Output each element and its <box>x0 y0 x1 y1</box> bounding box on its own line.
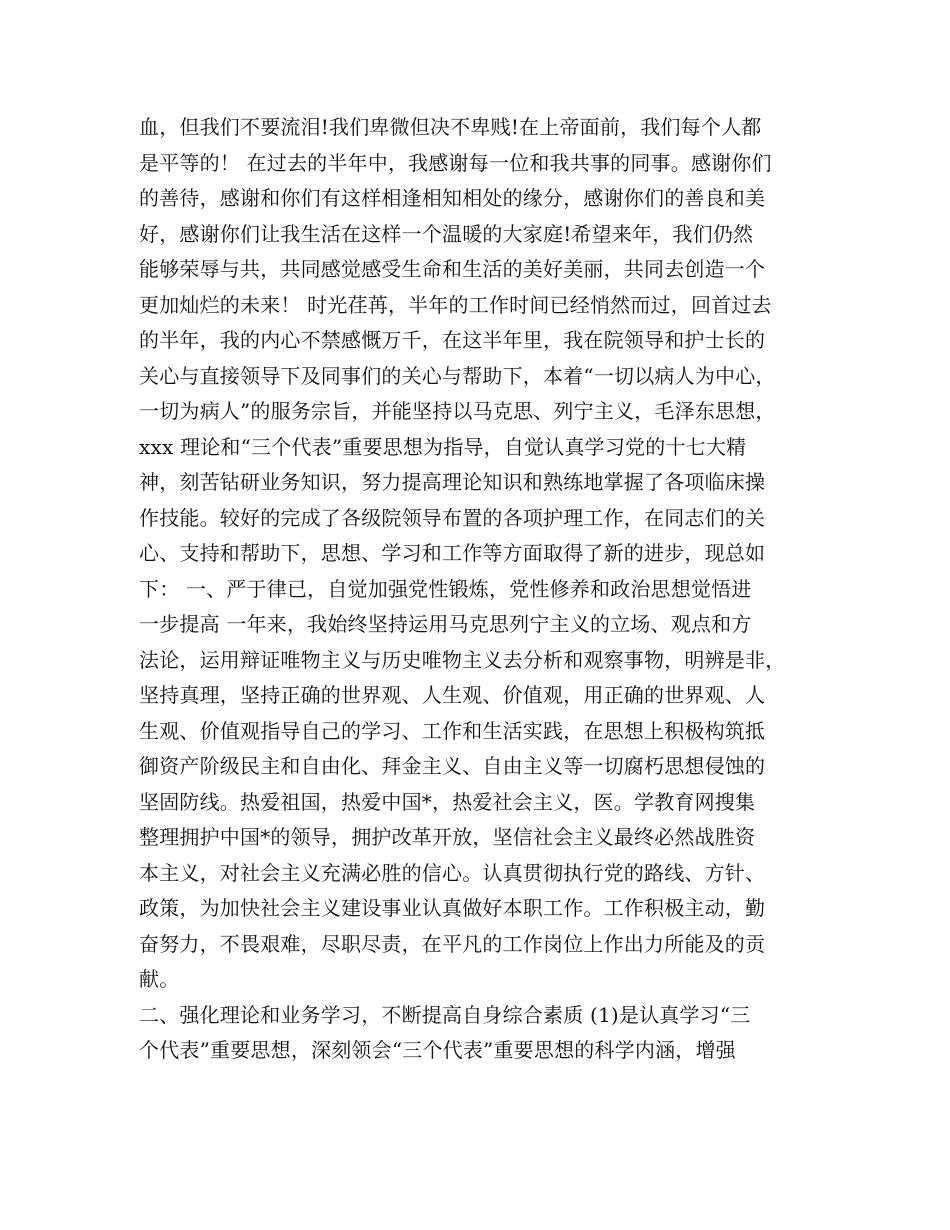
text-line: 作技能。较好的完成了各级院领导布置的各项护理工作，在同志们的关 <box>139 505 766 530</box>
text-line: 个代表”重要思想，深刻领会“三个代表”重要思想的科学内涵，增强 <box>139 1038 736 1062</box>
text-line: 的善待，感谢和你们有这样相逢相知相处的缘分，感谢你们的善良和美 <box>139 186 766 210</box>
text-line: 神，刻苦钻研业务知识，努力提高理论知识和熟练地掌握了各项临床操 <box>139 470 766 494</box>
text-line: 血，但我们不要流泪!我们卑微但决不卑贱!在上帝面前，我们每个人都 <box>139 115 762 139</box>
text-line: 是平等的！ 在过去的半年中，我感谢每一位和我共事的同事。感谢你们 <box>139 150 772 175</box>
text-line: 关心与直接领导下及同事们的关心与帮助下，本着“一切以病人为中心， <box>139 363 776 388</box>
text-line: 的半年，我的内心不禁感慨万千，在这半年里，我在院领导和护士长的 <box>139 328 766 352</box>
text-line: 更加灿烂的未来！ 时光荏苒，半年的工作时间已经悄然而过，回首过去 <box>139 292 772 317</box>
text-line: 坚持真理，坚持正确的世界观、人生观、价值观，用正确的世界观、人 <box>139 683 766 707</box>
text-line: 生观、价值观指导自己的学习、工作和生活实践，在思想上积极构筑抵 <box>139 718 766 743</box>
text-line: 整理拥护中国*的领导，拥护改革开放，坚信社会主义最终必然战胜资 <box>139 825 756 849</box>
text-line: 御资产阶级民主和自由化、拜金主义、自由主义等一切腐朽思想侵蚀的 <box>139 754 766 778</box>
text-line: 二、强化理论和业务学习，不断提高自身综合素质 (1)是认真学习“三 <box>139 1002 751 1027</box>
text-line: 献。 <box>139 967 180 991</box>
text-line: 下： 一、严于律已，自觉加强党性锻炼，党性修养和政治思想觉悟进 <box>139 576 752 601</box>
text-line: 坚固防线。热爱祖国，热爱中国*，热爱社会主义，医。学教育网搜集 <box>139 789 756 814</box>
text-line: 一步提高 一年来，我始终坚持运用马克思列宁主义的立场、观点和方 <box>139 612 752 636</box>
text-line: 一切为病人”的服务宗旨，并能坚持以马克思、列宁主义，毛泽东思想， <box>139 399 776 423</box>
text-line: 本主义，对社会主义充满必胜的信心。认真贯彻执行党的路线、方针、 <box>139 860 766 885</box>
text-line: 法论，运用辩证唯物主义与历史唯物主义去分析和观察事物，明辨是非， <box>139 647 786 672</box>
text-line: 心、支持和帮助下，思想、学习和工作等方面取得了新的进步，现总如 <box>139 541 766 565</box>
text-line: 好，感谢你们让我生活在这样一个温暖的大家庭!希望来年，我们仍然 <box>139 221 754 246</box>
text-line: 奋努力，不畏艰难，尽职尽责，在平凡的工作岗位上作出力所能及的贡 <box>139 931 766 956</box>
document-body <box>139 110 829 1069</box>
text-line: xxx 理论和“三个代表”重要思想为指导，自觉认真学习党的十七大精 <box>139 434 747 459</box>
text-line: 政策，为加快社会主义建设事业认真做好本职工作。工作积极主动，勤 <box>139 896 766 920</box>
text-line: 能够荣辱与共，共同感觉感受生命和生活的美好美丽，共同去创造一个 <box>139 257 766 281</box>
